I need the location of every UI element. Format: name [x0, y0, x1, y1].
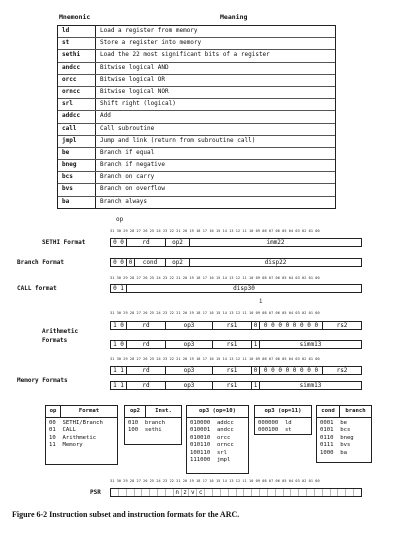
psr-bit-cell [237, 489, 245, 496]
psr-bit-cell [127, 489, 135, 496]
psr-flag-cell: v [189, 489, 197, 496]
mnemonic-row [58, 196, 335, 208]
sethi-op2-field: op2 [166, 239, 190, 246]
cond-table-header-cond: cond [317, 406, 340, 417]
psr-bit-cell [221, 489, 229, 496]
call-format-label: CALL format [17, 285, 57, 292]
psr-bit-cell [323, 489, 331, 496]
mnemonic-row [58, 26, 335, 37]
mnemonic-cell: ba [58, 197, 96, 208]
memory-immediate-format-row [110, 381, 362, 390]
arithmetic-immediate-format-row [110, 340, 362, 349]
mnemonic-cell: be [58, 148, 96, 159]
psr-bit-cell [229, 489, 237, 496]
bit-numbers-row: 31 30 29 28 27 26 25 24 23 22 21 20 19 18 17 16 15 14 13 12 11 10 09 08 07 06 05 04 03 02 01 00 [110, 311, 320, 315]
op2-table [124, 405, 182, 445]
mnemonic-cell: jmpl [58, 136, 96, 147]
psr-bit-cell [284, 489, 292, 496]
sethi-format-row [110, 238, 362, 247]
psr-bit-cell [299, 489, 307, 496]
call-disp30-field: disp30 [233, 285, 255, 292]
arithmetic-formats-label: Arithmetic Formats [42, 328, 79, 344]
op3-arith-table [186, 405, 249, 474]
psr-bit-cell [338, 489, 346, 496]
mem1-rd-field: rd [127, 367, 166, 374]
op2-table-header-op2: op2 [125, 406, 146, 417]
arith1-rs2-field: rs2 [336, 322, 348, 329]
mnemonic-row [58, 98, 335, 110]
mem2-simm13-field: simm13 [299, 382, 322, 389]
mnemonic-cell: orcc [58, 75, 96, 86]
sethi-imm22-field: imm22 [266, 239, 285, 246]
arith1-i-field: 0 [252, 322, 260, 329]
mnemonic-row [58, 49, 335, 61]
psr-bit-cell [119, 489, 127, 496]
arith1-zero-field: 0 0 0 0 0 0 0 0 [260, 322, 323, 329]
mnemonic-cell: ld [58, 26, 96, 37]
meaning-cell: Jump and link (return from subroutine call) [100, 136, 256, 144]
op3-arith-table-body: 010000 addcc 010001 andcc 010010 orcc 010110 orncc 100110 srl 111000 jmpl [190, 420, 234, 464]
op-table [45, 405, 118, 465]
mnemonic-cell: call [58, 124, 96, 135]
mnemonic-cell: srl [58, 99, 96, 110]
mem2-op-field: 1 1 [111, 382, 127, 389]
arith2-rd-field: rd [127, 341, 166, 348]
sethi-rd-field: rd [127, 239, 166, 246]
op-table-header-format: Format [78, 408, 100, 414]
branch-op2-field: op2 [166, 259, 190, 266]
psr-flag-cell: z [182, 489, 190, 496]
psr-bit-cell [307, 489, 315, 496]
mem2-i-field: 1 [252, 382, 260, 389]
psr-bit-cell [135, 489, 143, 496]
op2-table-header-inst: Inst. [155, 408, 172, 414]
mnemonic-row [58, 74, 335, 86]
mnemonic-row [58, 135, 335, 147]
mnemonic-row [58, 62, 335, 74]
op-table-body: 00 SETHI/Branch 01 CALL 10 Arithmetic 11 Memory [49, 420, 103, 449]
arith2-op-field: 1 0 [111, 341, 127, 348]
branch-disp22-field: disp22 [264, 259, 287, 266]
psr-flag-cell: c [197, 489, 205, 496]
psr-bit-cell [268, 489, 276, 496]
mnemonic-cell: bcs [58, 172, 96, 183]
sethi-format-label: SETHI Format [42, 239, 86, 246]
mnemonic-cell: bvs [58, 184, 96, 195]
psr-bit-cell [244, 489, 252, 496]
psr-bit-cell [331, 489, 339, 496]
mnemonic-cell: st [58, 38, 96, 49]
mem1-zero-field: 0 0 0 0 0 0 0 0 [260, 367, 323, 374]
op-table-header-op: op [46, 406, 61, 417]
branch-op-field: 0 0 [111, 259, 127, 266]
call-op-field: 0 1 [111, 285, 127, 292]
sethi-op-field: 0 0 [111, 239, 127, 246]
meaning-cell: Call subroutine [100, 124, 155, 132]
mnemonic-cell: andcc [58, 63, 96, 74]
meaning-cell: Bitwise logical OR [100, 75, 166, 83]
arith1-rd-field: rd [127, 322, 166, 329]
psr-bit-cell [142, 489, 150, 496]
mnemonic-header: Mnemonic [59, 13, 91, 21]
meaning-header: Meaning [220, 13, 248, 21]
arithmetic-register-format-row [110, 321, 362, 330]
psr-label: PSR [90, 489, 101, 496]
memory-formats-label: Memory Formats [17, 377, 68, 384]
psr-bit-cell [260, 489, 268, 496]
mnemonic-row [58, 110, 335, 122]
meaning-cell: Branch if equal [100, 148, 155, 156]
mnemonic-row [58, 86, 335, 98]
arith2-rs1-field: rs1 [213, 341, 252, 348]
op3-memory-table-header: op3 (op=11) [255, 406, 311, 418]
psr-flag-cell: n [174, 489, 182, 496]
psr-register-row [110, 488, 362, 497]
bit-numbers-row: 31 30 29 28 27 26 25 24 23 22 21 20 19 18 17 16 15 14 13 12 11 10 09 08 07 06 05 04 03 02 01 00 [110, 357, 320, 361]
mnemonic-row [58, 183, 335, 195]
mnemonic-row [58, 37, 335, 49]
branch-zero-field: 0 [127, 259, 135, 266]
meaning-cell: Store a register into memory [100, 39, 202, 47]
mnemonic-table-header [57, 13, 336, 25]
mnemonic-row [58, 171, 335, 183]
psr-bit-cell [150, 489, 158, 496]
i-bit-label: i [259, 298, 263, 305]
psr-bit-cell [252, 489, 260, 496]
meaning-cell: Bitwise logical NOR [100, 87, 169, 95]
arith2-i-field: 1 [252, 341, 260, 348]
memory-register-format-row [110, 366, 362, 375]
bit-numbers-row: 31 30 29 28 27 26 25 24 23 22 21 20 19 18 17 16 15 14 13 12 11 10 09 08 07 06 05 04 03 02 01 00 [110, 229, 320, 233]
psr-bit-cell [205, 489, 213, 496]
psr-bit-cell [354, 489, 361, 496]
mem1-rs2-field: rs2 [336, 367, 348, 374]
meaning-cell: Branch if negative [100, 161, 166, 169]
mem1-i-field: 0 [252, 367, 260, 374]
branch-cond-field: cond [135, 259, 166, 266]
mem1-rs1-field: rs1 [213, 367, 252, 374]
mem1-op3-field: op3 [166, 367, 213, 374]
meaning-cell: Add [100, 112, 111, 120]
mnemonic-row [58, 123, 335, 135]
psr-bit-cell [346, 489, 354, 496]
arith2-simm13-field: simm13 [299, 341, 322, 348]
meaning-cell: Load a register from memory [100, 27, 198, 34]
mnemonic-table [57, 13, 336, 209]
branch-format-row [110, 258, 362, 267]
meaning-cell: Branch always [100, 197, 147, 205]
psr-bit-cell [276, 489, 284, 496]
mem2-op3-field: op3 [166, 382, 213, 389]
bit-numbers-row: 31 30 29 28 27 26 25 24 23 22 21 20 19 18 17 16 15 14 13 12 11 10 09 08 07 06 05 04 03 02 01 00 [110, 276, 320, 280]
op3-memory-table [254, 405, 312, 435]
mnemonic-table-body [57, 25, 336, 209]
op3-memory-table-body: 000000 ld 000100 st [258, 420, 292, 434]
meaning-cell: Branch on carry [100, 173, 155, 181]
op2-table-body: 010 branch 100 sethi [128, 420, 166, 434]
branch-format-label: Branch Format [17, 259, 64, 266]
cond-table [316, 405, 372, 463]
mnemonic-row [58, 147, 335, 159]
mnemonic-cell: orncc [58, 87, 96, 98]
meaning-cell: Branch on overflow [100, 185, 166, 193]
psr-bit-cell [158, 489, 166, 496]
mnemonic-cell: sethi [58, 50, 96, 61]
cond-table-header-branch: branch [345, 408, 366, 414]
meaning-cell: Shift right (logical) [100, 100, 176, 108]
op3-arith-table-header: op3 (op=10) [187, 406, 248, 418]
arith2-op3-field: op3 [166, 341, 213, 348]
mnemonic-row [58, 159, 335, 171]
meaning-cell: Bitwise logical AND [100, 63, 169, 71]
psr-bit-cell [315, 489, 323, 496]
cond-table-body: 0001 be 0101 bcs 0110 bneg 0111 bvs 1000 ba [320, 420, 354, 456]
arith1-op-field: 1 0 [111, 322, 127, 329]
psr-bit-cell [166, 489, 174, 496]
bit-numbers-row: 31 30 29 28 27 26 25 24 23 22 21 20 19 18 17 16 15 14 13 12 11 10 09 08 07 06 05 04 03 02 01 00 [110, 479, 320, 483]
mem2-rd-field: rd [127, 382, 166, 389]
arith1-rs1-field: rs1 [213, 322, 252, 329]
mnemonic-cell: bneg [58, 160, 96, 171]
figure-caption: Figure 6-2 Instruction subset and instruction formats for the ARC. [12, 510, 240, 519]
call-format-row [110, 284, 362, 293]
mnemonic-cell: addcc [58, 111, 96, 122]
psr-bit-cell [291, 489, 299, 496]
arith1-op3-field: op3 [166, 322, 213, 329]
mem1-op-field: 1 1 [111, 367, 127, 374]
psr-bit-cell [213, 489, 221, 496]
op-field-label: op [116, 216, 124, 223]
meaning-cell: Load the 22 most significant bits of a register [100, 51, 270, 59]
mem2-rs1-field: rs1 [213, 382, 252, 389]
psr-bit-cell [111, 489, 119, 496]
